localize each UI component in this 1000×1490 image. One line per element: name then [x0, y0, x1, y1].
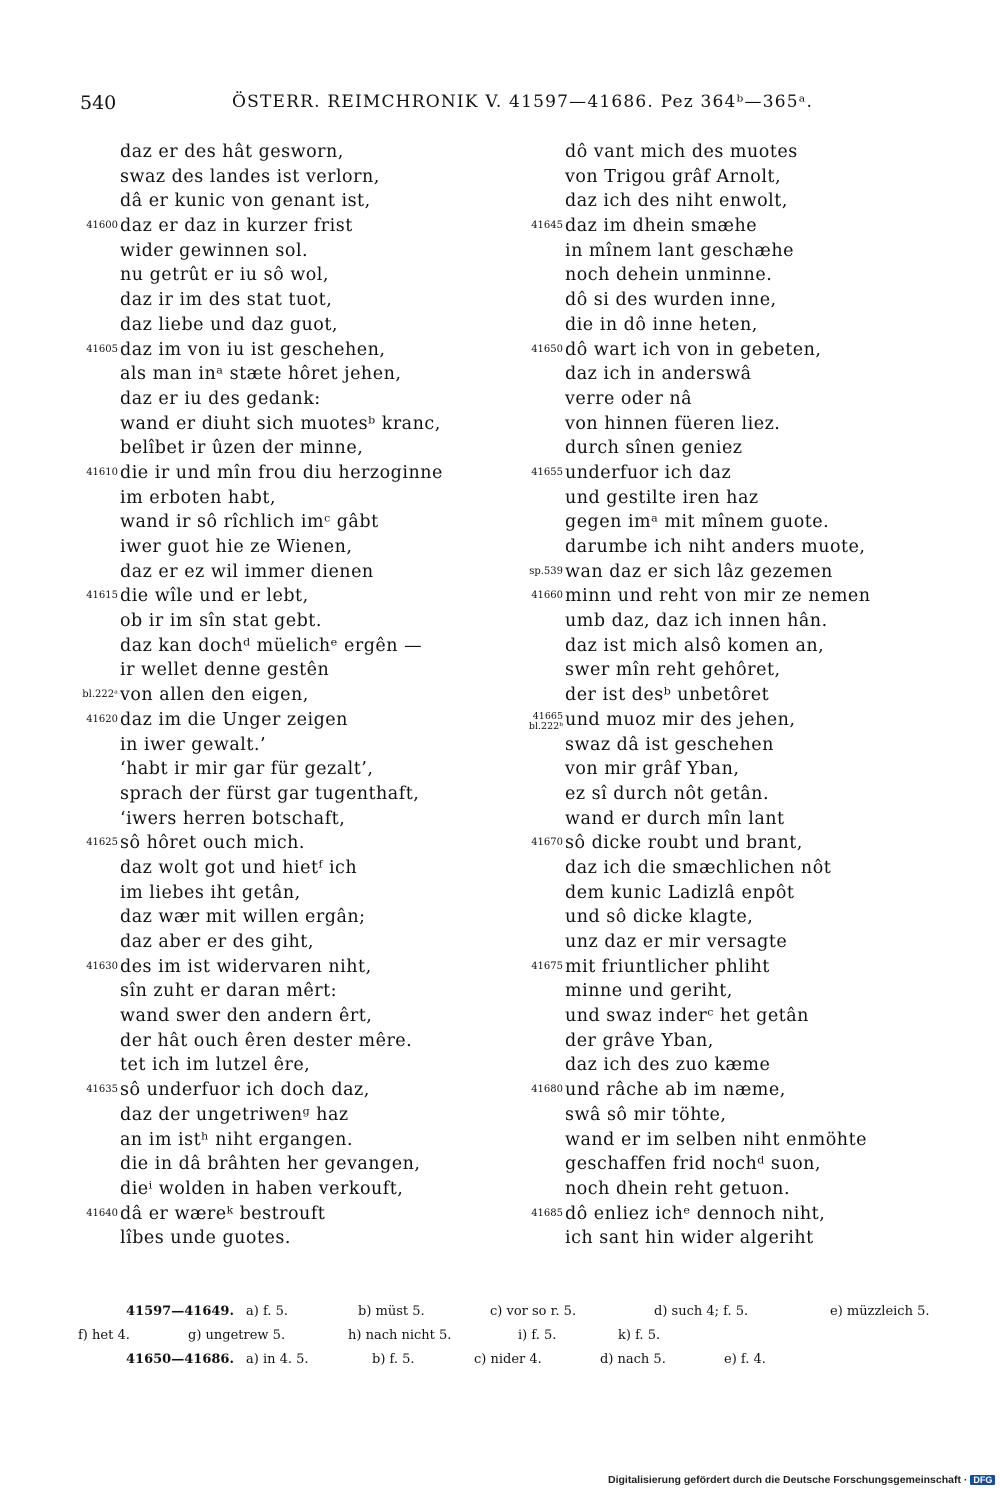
verse-line — [120, 1103, 500, 1128]
page-header — [0, 92, 1000, 122]
line-number: 41665 bl.222ᵇ — [528, 710, 563, 732]
verse-text: swaz des landes ist verlorn, — [120, 166, 380, 187]
verse-line — [565, 757, 945, 782]
verse-line — [565, 362, 945, 387]
line-number: 41680 — [531, 1084, 563, 1096]
verse-line — [120, 733, 500, 758]
verse-text: nu getrût er iu sô wol, — [120, 265, 329, 286]
verse-line — [565, 510, 945, 535]
verse-line — [531, 584, 945, 609]
verse-line — [528, 708, 945, 733]
verse-line — [120, 189, 500, 214]
verse-line — [565, 807, 945, 832]
footnote: c) vor so r. 5. — [490, 1304, 577, 1319]
verse-text: dâ er wæreᵏ bestrouft — [120, 1203, 326, 1224]
verse-line — [565, 239, 945, 264]
line-number: 41605 — [86, 343, 118, 355]
verse-text: wand er im selben niht enmöhte — [565, 1129, 867, 1150]
verse-text: wand er diuht sich muotesᵇ kranc, — [120, 413, 441, 434]
verse-line — [120, 165, 500, 190]
verse-text: im liebes iht getân, — [120, 882, 301, 903]
verse-line — [120, 881, 500, 906]
verse-line — [86, 955, 500, 980]
verse-line — [120, 757, 500, 782]
footnote: k) f. 5. — [618, 1328, 661, 1343]
verse-line — [120, 1226, 500, 1251]
verse-text: von mir grâf Yban, — [565, 759, 740, 780]
verse-line — [531, 461, 945, 486]
verse-text: dô wart ich von in gebeten, — [565, 339, 822, 360]
footnote: a) in 4. 5. — [246, 1352, 309, 1367]
verse-text: ir wellet denne gestên — [120, 660, 330, 681]
verse-line — [565, 140, 945, 165]
verse-line — [565, 979, 945, 1004]
footnote-range-label: 41650—41686. — [126, 1352, 234, 1367]
verse-line — [565, 535, 945, 560]
verse-line — [565, 609, 945, 634]
line-number: sp.539 — [529, 565, 563, 577]
verse-text: und muoz mir des jehen, — [565, 709, 796, 730]
verse-line — [120, 1053, 500, 1078]
verse-text: unz daz er mir versagte — [565, 932, 788, 952]
footnote-range-label: 41597—41649. — [126, 1304, 234, 1319]
verse-text: ich sant hin wider algeriht — [565, 1228, 814, 1249]
right-verse-column — [528, 140, 945, 1251]
verse-text: dô vant mich des muotes — [565, 142, 798, 162]
verse-line — [120, 387, 500, 412]
verse-text: in iwer gewalt.’ — [120, 734, 267, 755]
verse-line — [86, 461, 500, 486]
line-number: 41615 — [86, 590, 118, 602]
verse-line — [565, 1177, 945, 1202]
verse-line — [120, 362, 500, 387]
verse-line — [120, 1004, 500, 1029]
verse-line — [565, 881, 945, 906]
verse-line — [86, 1078, 500, 1103]
verse-text: belîbet ir ûzen der minne, — [120, 438, 364, 459]
verse-text: durch sînen geniez — [565, 438, 743, 459]
verse-text: daz im die Unger zeigen — [120, 709, 348, 730]
verse-line — [120, 856, 500, 881]
verse-line — [120, 263, 500, 288]
verse-text: der ist desᵇ unbetôret — [565, 685, 770, 706]
verse-line — [82, 683, 500, 708]
verse-text: daz er ez wil immer dienen — [120, 561, 374, 582]
verse-text: und râche ab im næme, — [565, 1080, 786, 1101]
verse-text: sô hôret ouch mich. — [120, 833, 305, 854]
verse-line — [120, 436, 500, 461]
verse-line — [565, 658, 945, 683]
verse-text: die in dâ brâhten her gevangen, — [120, 1154, 421, 1175]
footnote: h) nach nicht 5. — [348, 1328, 452, 1343]
verse-text: daz ich des zuo kæme — [565, 1055, 771, 1076]
verse-line — [531, 831, 945, 856]
line-number: 41635 — [86, 1084, 118, 1096]
verse-line — [120, 930, 500, 955]
verse-line — [120, 140, 500, 165]
verse-text: daz der ungetriwenᵍ haz — [120, 1104, 349, 1125]
footnote: d) such 4; f. 5. — [654, 1304, 749, 1319]
verse-line — [531, 955, 945, 980]
verse-line — [120, 658, 500, 683]
verse-line — [529, 560, 945, 585]
line-number: 41650 — [531, 343, 563, 355]
verse-text: die in dô inne heten, — [565, 314, 758, 335]
verse-line — [565, 263, 945, 288]
verse-text: in mînem lant geschæhe — [565, 240, 794, 261]
footnote: a) f. 5. — [246, 1304, 288, 1319]
verse-line — [565, 189, 945, 214]
verse-line — [120, 535, 500, 560]
verse-line — [120, 807, 500, 832]
footnote-row — [78, 1328, 958, 1352]
verse-text: minne und geriht, — [565, 981, 733, 1002]
line-number: 41685 — [531, 1207, 563, 1219]
verse-text: daz aber er des giht, — [120, 932, 314, 952]
verse-text: und sô dicke klagte, — [565, 907, 754, 928]
verse-text: noch dehein unminne. — [565, 265, 773, 286]
verse-text: daz er iu des gedank: — [120, 388, 321, 409]
footnote: d) nach 5. — [600, 1352, 666, 1367]
page-number: 540 — [80, 92, 117, 114]
verse-text: sîn zuht er daran mêrt: — [120, 981, 338, 1002]
verse-line — [120, 782, 500, 807]
verse-text: tet ich im lutzel êre, — [120, 1055, 311, 1076]
verse-text: daz er des hât gesworn, — [120, 142, 344, 162]
verse-line — [120, 1029, 500, 1054]
verse-line — [565, 1226, 945, 1251]
verse-line — [86, 214, 500, 239]
verse-line — [565, 733, 945, 758]
verse-text: underfuor ich daz — [565, 462, 732, 483]
verse-text: daz ich des niht enwolt, — [565, 191, 788, 212]
line-number: 41660 — [531, 590, 563, 602]
verse-line — [565, 930, 945, 955]
verse-line — [531, 1078, 945, 1103]
verse-line — [565, 288, 945, 313]
footnote: b) f. 5. — [372, 1352, 415, 1367]
verse-text: wand swer den andern êrt, — [120, 1006, 373, 1027]
verse-text: minn und reht von mir ze nemen — [565, 586, 871, 607]
verse-text: swâ sô mir töhte, — [565, 1104, 727, 1125]
verse-text: und swaz inderᶜ het getân — [565, 1006, 809, 1027]
verse-line — [120, 1152, 500, 1177]
verse-line — [120, 1128, 500, 1153]
verse-text: mit friuntlicher phliht — [565, 956, 770, 977]
verse-text: swer mîn reht gehôret, — [565, 660, 781, 681]
verse-line — [86, 584, 500, 609]
footnote: e) müzzleich 5. — [830, 1304, 930, 1319]
footnote: e) f. 4. — [724, 1352, 766, 1367]
verse-text: der hât ouch êren dester mêre. — [120, 1030, 413, 1051]
verse-text: verre oder nâ — [565, 388, 693, 409]
verse-text: daz im von iu ist geschehen, — [120, 339, 386, 360]
footnote-row — [78, 1352, 958, 1376]
verse-text: daz liebe und daz guot, — [120, 314, 338, 335]
verse-text: wand er durch mîn lant — [565, 808, 785, 829]
line-number: 41610 — [86, 466, 118, 478]
verse-line — [120, 313, 500, 338]
verse-text: die wîle und er lebt, — [120, 586, 309, 607]
verse-line — [565, 1128, 945, 1153]
verse-text: daz ich in anderswâ — [565, 364, 752, 385]
verse-text: geschaffen frid nochᵈ suon, — [565, 1154, 821, 1175]
verse-text: und gestilte iren haz — [565, 487, 759, 508]
verse-line — [565, 1029, 945, 1054]
verse-line — [565, 782, 945, 807]
running-title: ÖSTERR. REIMCHRONIK V. 41597—41686. Pez 364ᵇ—365ᵃ. — [232, 92, 814, 112]
verse-text: von allen den eigen, — [120, 685, 309, 706]
verse-text: dô si des wurden inne, — [565, 290, 777, 311]
verse-text: daz ich die smæchlichen nôt — [565, 857, 832, 878]
line-number: 41670 — [531, 837, 563, 849]
footnote: c) nider 4. — [474, 1352, 542, 1367]
verse-line — [565, 634, 945, 659]
verse-text: iwer guot hie ze Wienen, — [120, 537, 353, 557]
verse-text: darumbe ich niht anders muote, — [565, 537, 866, 557]
verse-line — [565, 165, 945, 190]
verse-line — [120, 486, 500, 511]
verse-text: ‘iwers herren botschaft, — [120, 808, 346, 829]
verse-line — [120, 905, 500, 930]
verse-line — [531, 1202, 945, 1227]
verse-text: von Trigou grâf Arnolt, — [565, 166, 782, 187]
verse-text: dâ er kunic von genant ist, — [120, 191, 371, 212]
verse-text: daz wolt got und hietᶠ ich — [120, 857, 358, 878]
verse-text: daz kan dochᵈ müelichᵉ ergên — — [120, 635, 423, 656]
verse-line — [120, 288, 500, 313]
footnote: b) müst 5. — [358, 1304, 425, 1319]
verse-text: wider gewinnen sol. — [120, 240, 309, 261]
verse-text: wand ir sô rîchlich imᶜ gâbt — [120, 512, 379, 533]
footnote: i) f. 5. — [518, 1328, 557, 1343]
verse-line — [86, 708, 500, 733]
line-number: 41675 — [531, 960, 563, 972]
verse-text: daz ir im des stat tuot, — [120, 290, 333, 311]
verse-line — [565, 387, 945, 412]
footnotes — [78, 1304, 958, 1376]
verse-text: ‘habt ir mir gar für gezalt’, — [120, 759, 374, 780]
verse-line — [565, 1053, 945, 1078]
verse-text: ez sî durch nôt getân. — [565, 783, 770, 804]
verse-line — [120, 1177, 500, 1202]
verse-text: dô enliez ichᵉ dennoch niht, — [565, 1203, 826, 1224]
verse-text: im erboten habt, — [120, 487, 276, 508]
verse-line — [120, 634, 500, 659]
verse-text: an im istʰ niht ergangen. — [120, 1129, 354, 1150]
line-number: bl.222ᵃ — [82, 689, 118, 701]
verse-text: daz ist mich alsô komen an, — [565, 635, 825, 656]
left-verse-column — [82, 140, 500, 1251]
verse-line — [565, 856, 945, 881]
verse-line — [86, 1202, 500, 1227]
digitization-credit: Digitalisierung gefördert durch die Deutsche Forschungsgemeinschaft · DFG — [608, 1474, 995, 1486]
verse-text: des im ist widervaren niht, — [120, 956, 372, 977]
verse-text: als man inᵃ stæte hôret jehen, — [120, 364, 402, 385]
verse-text: dieⁱ wolden in haben verkouft, — [120, 1178, 404, 1199]
verse-line — [120, 510, 500, 535]
verse-text: dem kunic Ladizlâ enpôt — [565, 882, 795, 903]
line-number: 41600 — [86, 220, 118, 232]
line-number: 41630 — [86, 960, 118, 972]
verse-text: die ir und mîn frou diu herzoginne — [120, 462, 443, 483]
credit-text: Digitalisierung gefördert durch die Deutsche Forschungsgemeinschaft — [608, 1474, 961, 1486]
verse-text: noch dhein reht getuon. — [565, 1178, 791, 1199]
verse-text: sprach der fürst gar tugenthaft, — [120, 783, 420, 804]
verse-line — [565, 486, 945, 511]
verse-text: daz wær mit willen ergân; — [120, 907, 366, 928]
line-number: 41655 — [531, 466, 563, 478]
verse-line — [86, 338, 500, 363]
verse-text: sô dicke roubt und brant, — [565, 833, 803, 854]
verse-line — [565, 1004, 945, 1029]
line-number: 41620 — [86, 713, 118, 725]
verse-line — [565, 436, 945, 461]
verse-text: daz im dhein smæhe — [565, 216, 758, 237]
dfg-logo: DFG — [970, 1475, 995, 1485]
verse-line — [120, 979, 500, 1004]
verse-text: swaz dâ ist geschehen — [565, 734, 774, 755]
verse-line — [531, 214, 945, 239]
verse-line — [86, 831, 500, 856]
verse-text: lîbes unde guotes. — [120, 1228, 291, 1249]
verse-text: wan daz er sich lâz gezemen — [565, 561, 833, 582]
line-number: 41645 — [531, 220, 563, 232]
verse-line — [120, 609, 500, 634]
verse-line — [565, 412, 945, 437]
footnote-row — [78, 1304, 958, 1328]
verse-text: von hinnen füeren liez. — [565, 413, 781, 434]
verse-text: der grâve Yban, — [565, 1030, 714, 1051]
line-number: 41625 — [86, 837, 118, 849]
verse-line — [565, 683, 945, 708]
footnote: g) ungetrew 5. — [188, 1328, 286, 1343]
footnote: f) het 4. — [78, 1328, 130, 1343]
verse-line — [120, 239, 500, 264]
line-number: 41640 — [86, 1207, 118, 1219]
verse-text: gegen imᵃ mit mînem guote. — [565, 512, 830, 533]
verse-text: daz er daz in kurzer frist — [120, 216, 353, 237]
verse-line — [565, 905, 945, 930]
verse-line — [565, 313, 945, 338]
verse-line — [531, 338, 945, 363]
verse-text: umb daz, daz ich innen hân. — [565, 611, 828, 632]
verse-line — [565, 1103, 945, 1128]
verse-text: ob ir im sîn stat gebt. — [120, 611, 322, 632]
verse-line — [120, 560, 500, 585]
verse-line — [565, 1152, 945, 1177]
verse-line — [120, 412, 500, 437]
verse-text: sô underfuor ich doch daz, — [120, 1080, 370, 1101]
